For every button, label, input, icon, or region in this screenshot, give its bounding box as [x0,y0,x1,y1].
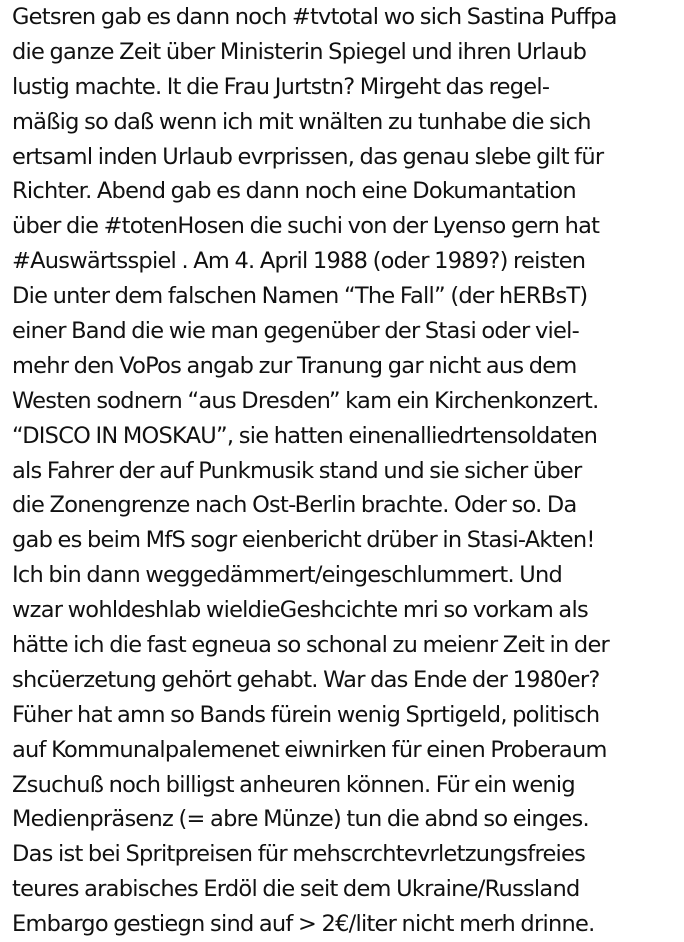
text-line: Medienpräsenz (= abre Münze) tun die abnd so einges. [12,806,589,833]
text-line: Das ist bei Spritpreisen für mehscrchtevrletzungsfreies [12,841,586,868]
text-line: auf Kommunalpalemenet eiwnirken für einen Proberaum [12,736,607,763]
text-line: “DISCO IN MOSKAU”, sie hatten einenalliedrtensoldaten [12,422,598,449]
text-line: mehr den VoPos angab zur Tranung gar nicht aus dem [12,352,577,379]
text-line: Füher hat amn so Bands fürein wenig Sprtigeld, politisch [12,701,600,728]
text-line: die ganze Zeit über Ministerin Spiegel und ihren Urlaub [12,38,587,65]
text-line: teures arabisches Erdöl die seit dem Ukraine/Russland [12,876,580,903]
text-line: mäßig so daß wenn ich mit wnälten zu tunhabe die sich [12,108,591,135]
text-line: ertsaml inden Urlaub evrprissen, das genau slebe gilt für [12,143,604,170]
text-line: Getsren gab es dann noch #tvtotal wo sich Sastina Puffpa [12,4,617,30]
text-line: lustig machte. It die Frau Jurtstn? Mirgeht das regel- [12,73,550,100]
text-line: wzar wohldeshlab wieldieGeshcichte mri so vorkam als [12,597,588,624]
text-line: über die #totenHosen die suchi von der Lyenso gern hat [12,213,600,240]
text-line: Die unter dem falschen Namen “The Fall” (der hERBsT) [12,283,588,310]
text-line: gab es beim MfS sogr eienbericht drüber in Stasi-Akten! [12,527,595,554]
text-line: einer Band die wie man gegenüber der Stasi oder viel- [12,318,579,345]
text-line: als Fahrer der auf Punkmusik stand und sie sicher über [12,457,582,484]
text-line: Embargo gestiegn sind auf > 2€/liter nicht merh drinne. [12,911,595,938]
document-page [12,0,680,942]
text-line: shcüerzetung gehört gehabt. War das Ende der 1980er? [12,666,600,693]
text-line: Ich bin dann weggedämmert/eingeschlummert. Und [12,562,563,589]
text-line: #Auswärtsspiel . Am 4. April 1988 (oder 1989?) reisten [12,248,586,275]
text-line: die Zonengrenze nach Ost-Berlin brachte. Oder so. Da [12,492,577,519]
text-line: hätte ich die fast egneua so schonal zu meienr Zeit in der [12,632,610,659]
text-line: Westen sodnern “aus Dresden” kam ein Kirchenkonzert. [12,387,599,414]
text-line: Zsuchuß noch billigst anheuren können. Für ein wenig [12,771,575,798]
text-line: Richter. Abend gab es dann noch eine Dokumantation [12,178,576,205]
